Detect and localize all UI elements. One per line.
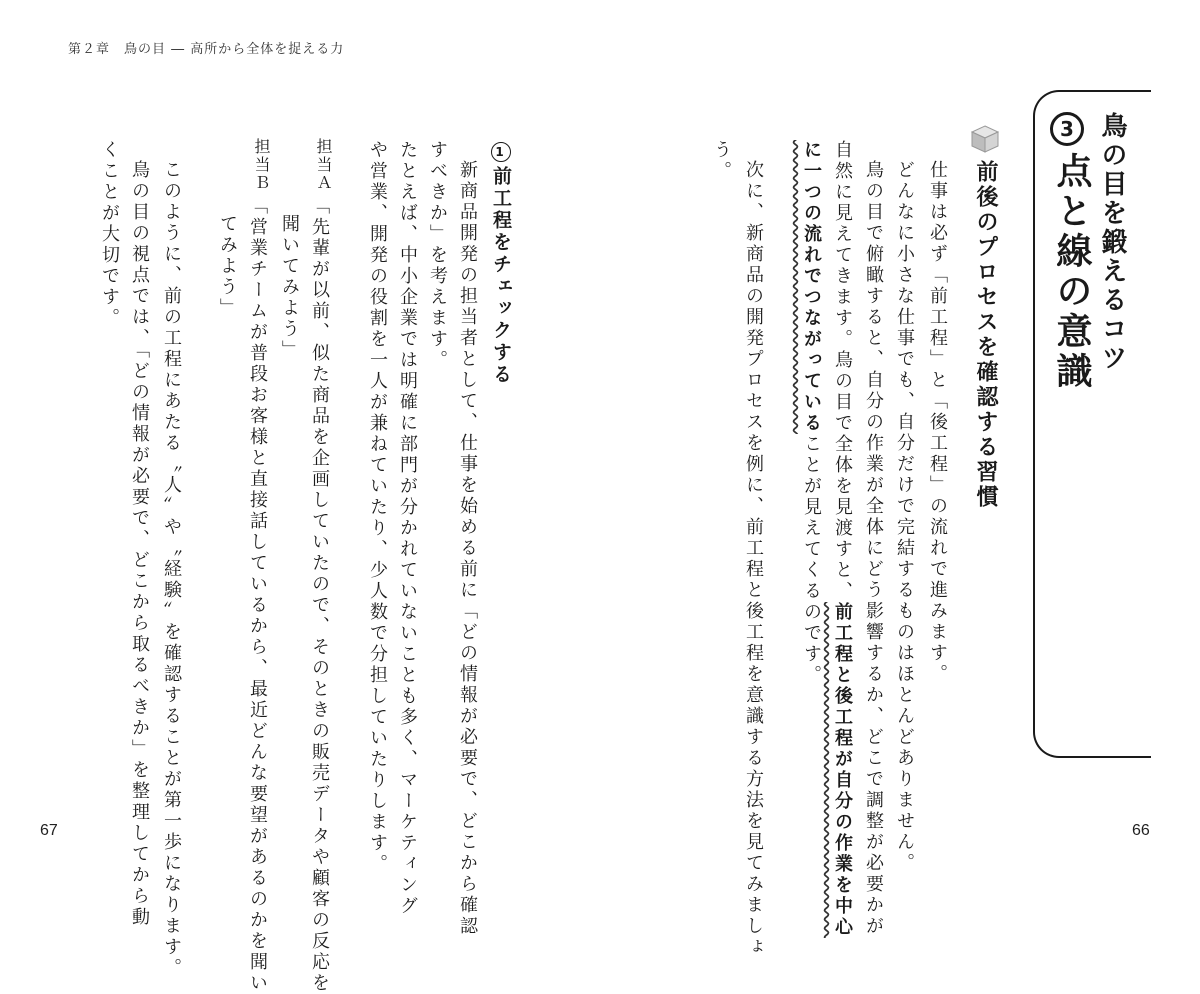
cube-icon: [970, 124, 1000, 154]
person-b-line-1: 「営業チームが普段お客様と直接話しているから、最近どんな要望があるのかを聞い: [247, 196, 268, 994]
person-b-label: 担当Ｂ: [252, 138, 271, 192]
body-line-4: [833, 140, 851, 938]
title-subtitle: 鳥の目を鍛えるコツ: [1097, 112, 1127, 373]
body-line-7: う。: [711, 140, 732, 182]
sub-line-2: すべきか」を考えます。: [427, 140, 448, 371]
sub-line-3: たとえば、中小企業では明確に部門が分かれていないことも多く、マーケティング: [397, 140, 418, 917]
sub-line-4: や営業、開発の役割を一人が兼ねていたり、少人数で分担していたりします。: [367, 140, 388, 875]
page-number-right: 66: [1132, 822, 1150, 839]
body-line-1: 仕事は必ず「前工程」と「後工程」の流れで進みます。: [927, 160, 948, 685]
page-title: 点と線の意識: [1051, 152, 1092, 392]
conclusion-line-1: このように、前の工程にあたる〝人〟や〝経験〟を確認することが第一歩になります。: [161, 160, 182, 979]
subsection-number: 1: [491, 142, 511, 162]
title-number: 3: [1060, 117, 1074, 141]
body-line-3: 鳥の目で俯瞰すると、自分の作業が全体にどう影響するか、どこで調整が必要かが: [863, 160, 884, 937]
running-head: 第２章 鳥の目 ― 高所から全体を捉える力: [68, 42, 345, 57]
conclusion-line-2: 鳥の目の視点では、「どの情報が必要で、どこから取るべきか」を整理してから動: [129, 160, 150, 928]
body-line-5: [802, 140, 820, 686]
sub-line-1: 新商品開発の担当者として、仕事を始める前に「どの情報が必要で、どこから確認: [457, 160, 478, 937]
body-line-4-text: 自然に見えてきます。鳥の目で全体を見渡すと、: [832, 140, 853, 602]
person-a-line-1: 「先輩が以前、似た商品を企画していたので、そのときの販売データや顧客の反応を: [309, 196, 330, 994]
body-line-2: どんなに小さな仕事でも、自分だけで完結するものはほとんどありません。: [894, 160, 915, 874]
person-a-line-2: 聞いてみよう」: [279, 214, 300, 361]
conclusion-line-3: くことが大切です。: [99, 140, 120, 329]
body-line-5-emphasis: に一つの流れでつながっている: [801, 140, 822, 434]
page-number-left: 67: [40, 822, 58, 839]
subsection-heading: [488, 142, 515, 386]
section-heading: 前後のプロセスを確認する習慣: [973, 160, 998, 510]
body-line-6: 次に、新商品の開発プロセスを例に、前工程と後工程を意識する方法を見てみましょ: [743, 160, 764, 958]
title-number-badge: [1050, 112, 1084, 146]
subsection-heading-text: 前工程をチェックする: [490, 166, 512, 386]
person-a-label: 担当Ａ: [314, 138, 333, 192]
body-line-5-text: ことが見えてくるのです。: [801, 434, 822, 686]
body-line-4-emphasis: 前工程と後工程が自分の作業を中心: [832, 602, 853, 938]
person-b-line-2: てみよう」: [217, 214, 238, 319]
